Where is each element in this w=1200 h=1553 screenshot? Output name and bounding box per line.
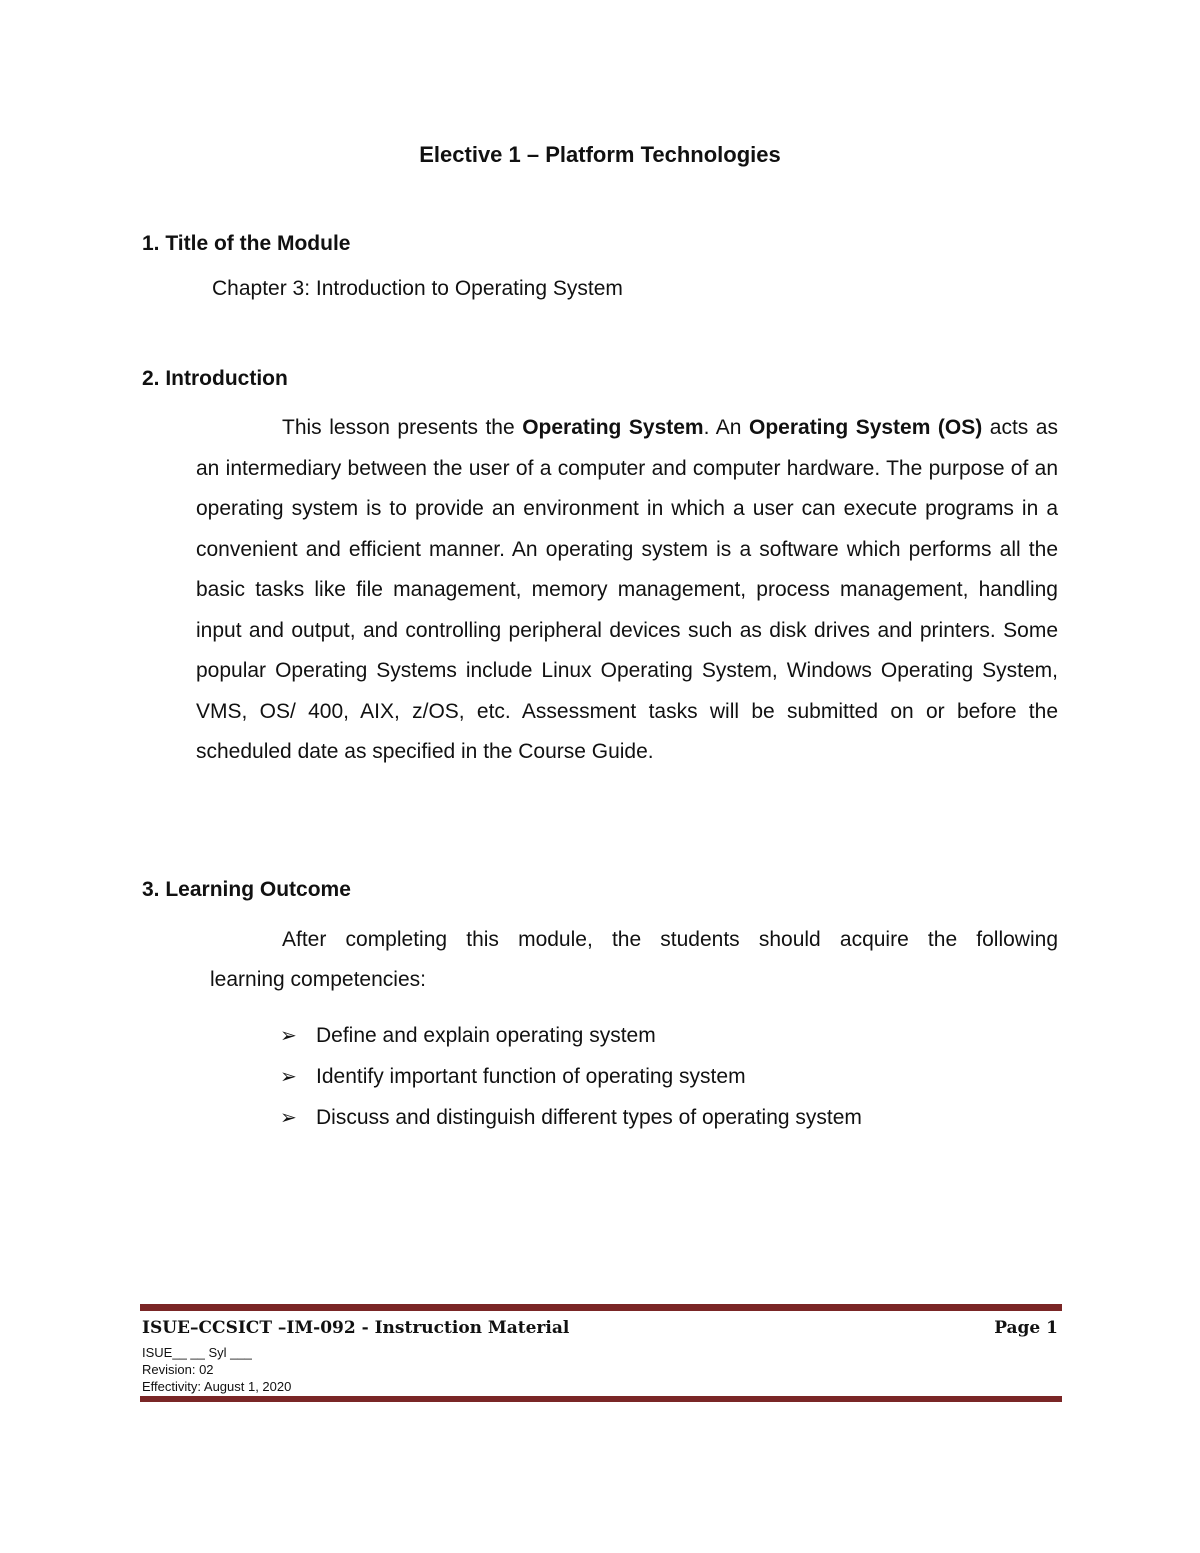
introduction-paragraph (196, 408, 1058, 773)
list-item (280, 1097, 862, 1138)
section-heading-introduction: 2. Introduction (142, 367, 288, 390)
intro-text-mid: . An (703, 416, 749, 439)
footer-syllabus-line: ISUE__ __ Syl ___ (142, 1345, 252, 1360)
learning-outcome-paragraph (212, 920, 1058, 1000)
section-heading-title-of-module: 1. Title of the Module (142, 232, 351, 255)
footer-top-rule (140, 1304, 1062, 1311)
arrow-bullet-icon: ➢ (280, 1065, 297, 1088)
arrow-bullet-icon: ➢ (280, 1024, 297, 1047)
list-item (280, 1056, 862, 1097)
list-item (280, 1015, 862, 1056)
intro-text-start: This lesson presents the (282, 416, 523, 439)
outcome-lead-line: After completing this module, the students should acquire the following (282, 928, 1058, 951)
intro-text-rest: acts as an intermediary between the user of a computer and computer hardware. The purpose of an operating system is to provide an environment in which a user can execute programs in a convenient and efficient manner. An operating system is a software which performs all the basic tasks like file management, memory management, process management, handling input and output, and controlling peripheral devices such as disk drives and printers. Some popular Operating Systems include Linux Operating System, Windows Operating System, VMS, OS/ 400, AIX, z/OS, etc. Assessment tasks will be submitted on or before the scheduled date as specified in the Course Guide. (196, 416, 1058, 763)
list-item-text: Define and explain operating system (316, 1023, 656, 1047)
competencies-list (280, 1015, 862, 1138)
section-heading-learning-outcome: 3. Learning Outcome (142, 878, 351, 901)
outcome-lead-continuation: learning competencies: (210, 968, 426, 991)
footer-page-number: Page 1 (994, 1318, 1058, 1338)
list-item-text: Identify important function of operating system (316, 1064, 746, 1088)
footer-revision: Revision: 02 (142, 1362, 214, 1377)
document-title: Elective 1 – Platform Technologies (419, 142, 781, 167)
list-item-text: Discuss and distinguish different types of operating system (316, 1105, 862, 1129)
footer-material-code: ISUE–CCSICT –IM-092 - Instruction Material (142, 1318, 570, 1338)
footer-bottom-rule (140, 1396, 1062, 1402)
arrow-bullet-icon: ➢ (280, 1106, 297, 1129)
chapter-title: Chapter 3: Introduction to Operating System (212, 277, 623, 300)
intro-bold-operating-system-os: Operating System (OS) (749, 416, 983, 439)
intro-bold-operating-system: Operating System (522, 416, 704, 439)
footer-effectivity: Effectivity: August 1, 2020 (142, 1379, 292, 1394)
